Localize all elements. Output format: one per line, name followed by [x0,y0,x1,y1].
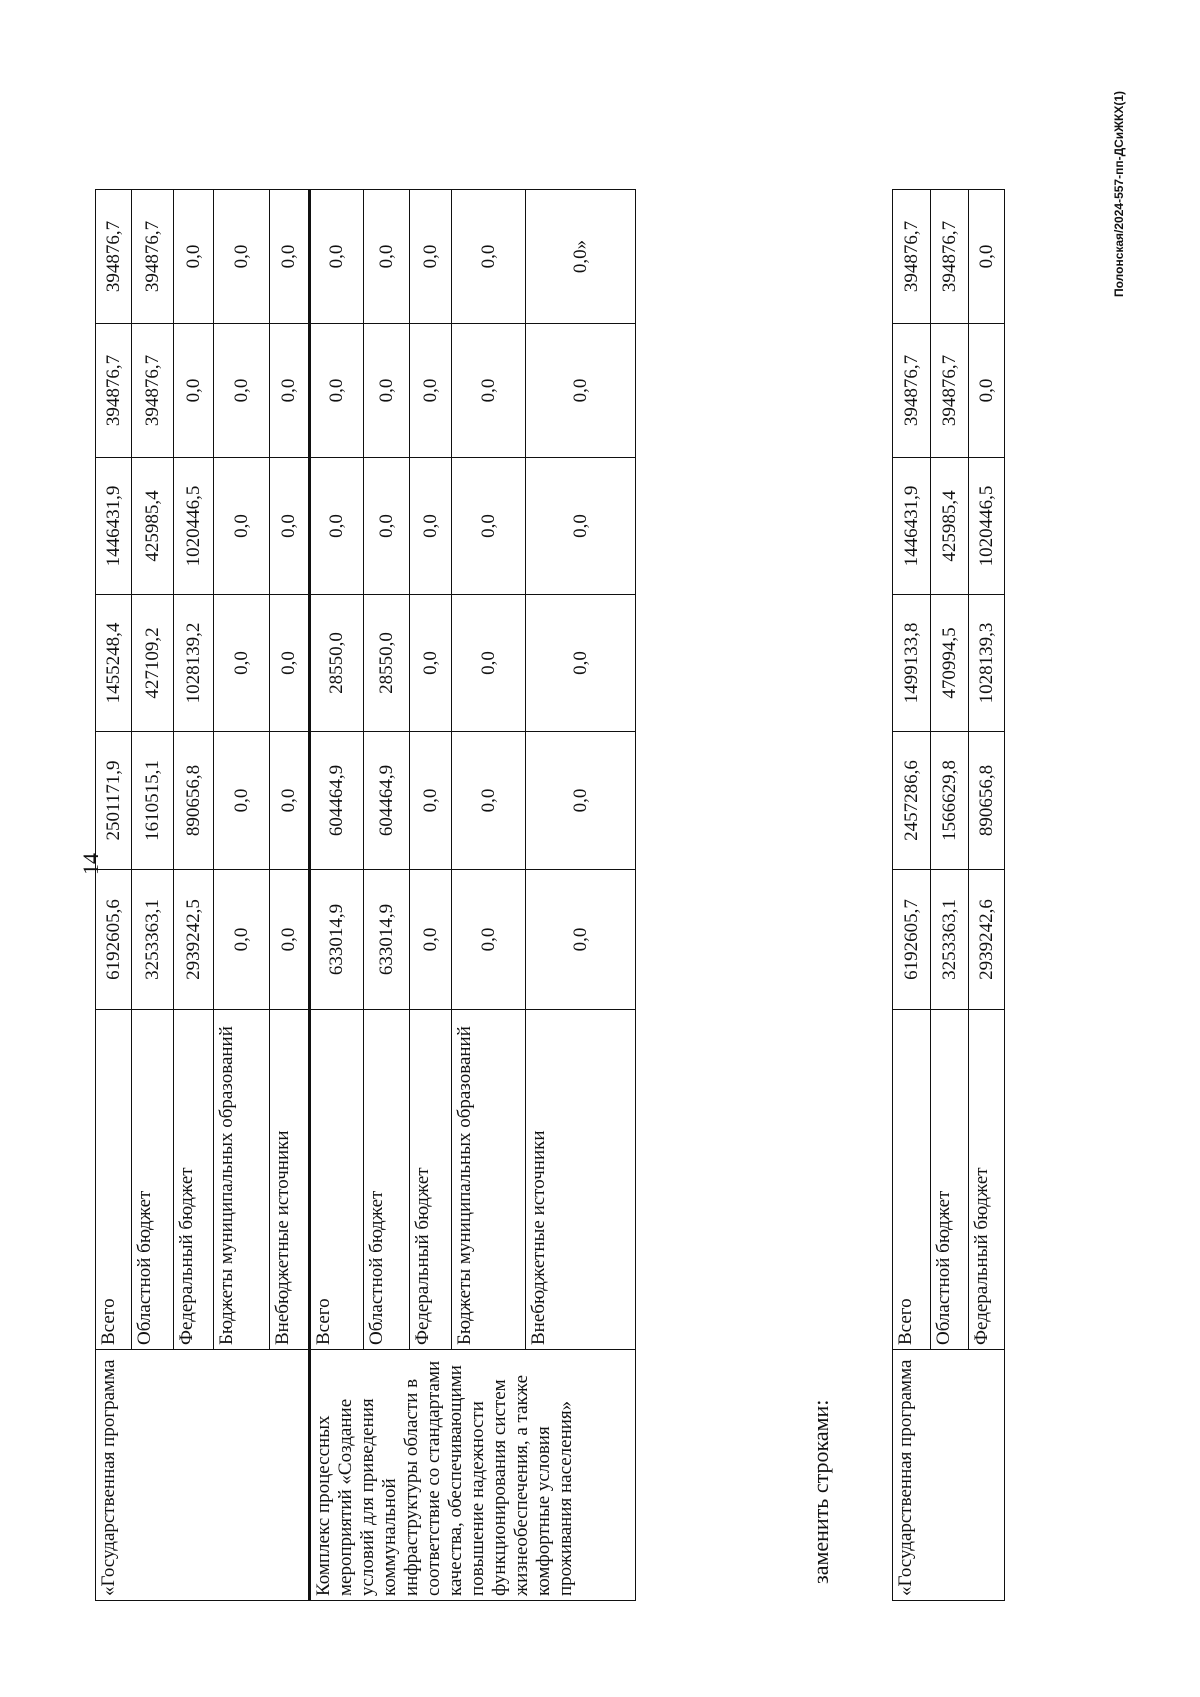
value-cell: 0,0 [270,732,310,870]
value-cell: 0,0 [969,324,1005,458]
program-name-cell: «Государственная программа [893,1350,1005,1601]
value-cell: 6192605,6 [96,870,132,1010]
value-cell: 1028139,2 [174,595,214,732]
value-cell: 394876,7 [893,190,931,324]
value-cell: 2939242,5 [174,870,214,1010]
value-cell: 604464,9 [310,732,364,870]
value-cell: 394876,7 [96,190,132,324]
value-cell: 394876,7 [893,324,931,458]
source-label: Внебюджетные источники [270,1010,310,1350]
value-cell: 1566629,8 [931,732,969,870]
value-cell: 0,0 [214,595,270,732]
value-cell: 0,0 [214,324,270,458]
value-cell: 0,0 [410,595,452,732]
value-cell: 0,0 [410,732,452,870]
value-cell: 3253363,1 [931,870,969,1010]
value-cell: 0,0 [174,190,214,324]
value-cell: 0,0 [270,595,310,732]
value-cell: 2501171,9 [96,732,132,870]
value-cell: 0,0 [452,190,526,324]
value-cell: 1028139,3 [969,595,1005,732]
value-cell: 0,0 [214,870,270,1010]
value-cell: 1610515,1 [132,732,174,870]
value-cell: 6192605,7 [893,870,931,1010]
page-number: 14 [78,853,103,875]
value-cell: 3253363,1 [132,870,174,1010]
value-cell: 633014,9 [364,870,410,1010]
value-cell: 0,0 [452,732,526,870]
value-cell: 28550,0 [364,595,410,732]
value-cell: 1020446,5 [969,458,1005,595]
source-label: Внебюджетные источники [526,1010,636,1350]
table-old [95,189,636,1601]
value-cell: 0,0 [526,595,636,732]
source-label: Бюджеты муниципальных образований [452,1010,526,1350]
value-cell: 28550,0 [310,595,364,732]
program-name-cell: «Государственная программа [96,1350,310,1601]
value-cell: 394876,7 [931,190,969,324]
footer-doc-code: Полонская/2024-557-пп-ДСиЖКХ(1) [1112,90,1126,297]
value-cell: 0,0 [969,190,1005,324]
source-label: Областной бюджет [931,1010,969,1350]
table-new [892,189,1005,1601]
table-row [893,190,931,1601]
source-label: Федеральный бюджет [969,1010,1005,1350]
value-cell: 0,0 [174,324,214,458]
value-cell: 0,0 [364,324,410,458]
value-cell: 0,0 [452,458,526,595]
source-label: Областной бюджет [132,1010,174,1350]
value-cell: 394876,7 [132,324,174,458]
value-cell: 0,0 [526,324,636,458]
value-cell: 0,0 [214,732,270,870]
value-cell: 0,0 [214,458,270,595]
value-cell: 0,0 [410,190,452,324]
value-cell: 0,0 [452,324,526,458]
value-cell: 2457286,6 [893,732,931,870]
value-cell: 0,0 [526,870,636,1010]
value-cell: 0,0 [214,190,270,324]
source-label: Всего [96,1010,132,1350]
value-cell: 633014,9 [310,870,364,1010]
value-cell: 0,0 [410,458,452,595]
value-cell: 0,0 [310,190,364,324]
source-label: Всего [310,1010,364,1350]
source-label: Областной бюджет [364,1010,410,1350]
value-cell: 394876,7 [132,190,174,324]
value-cell: 2939242,6 [969,870,1005,1010]
value-cell: 0,0 [364,190,410,324]
value-cell: 0,0 [310,458,364,595]
table-row [310,190,364,1601]
value-cell: 427109,2 [132,595,174,732]
value-cell: 394876,7 [931,324,969,458]
value-cell: 1446431,9 [96,458,132,595]
value-cell: 890656,8 [969,732,1005,870]
value-cell: 0,0 [452,870,526,1010]
value-cell: 0,0 [410,870,452,1010]
value-cell: 1499133,8 [893,595,931,732]
value-cell: 0,0 [270,190,310,324]
value-cell: 0,0 [270,458,310,595]
value-cell: 394876,7 [96,324,132,458]
value-cell: 1455248,4 [96,595,132,732]
source-label: Всего [893,1010,931,1350]
value-cell: 0,0 [310,324,364,458]
program-name-cell: Комплекс процессных мероприятий «Создание условий для приведения коммунальной инфраструктуры области в соответствие со стандартами качества, обеспечивающими повышение надежности функционирования систем жизнеобеспечения, а также комфортные условия проживания населения» [310,1350,636,1601]
value-cell: 470994,5 [931,595,969,732]
source-label: Бюджеты муниципальных образований [214,1010,270,1350]
value-cell: 0,0 [270,324,310,458]
lead-text: заменить строками: [808,1399,833,1584]
value-cell: 1020446,5 [174,458,214,595]
value-cell: 890656,8 [174,732,214,870]
value-cell: 0,0 [452,595,526,732]
value-cell: 425985,4 [931,458,969,595]
source-label: Федеральный бюджет [410,1010,452,1350]
value-cell: 604464,9 [364,732,410,870]
value-cell: 1446431,9 [893,458,931,595]
value-cell: 0,0» [526,190,636,324]
value-cell: 0,0 [526,458,636,595]
source-label: Федеральный бюджет [174,1010,214,1350]
value-cell: 0,0 [526,732,636,870]
value-cell: 0,0 [410,324,452,458]
value-cell: 425985,4 [132,458,174,595]
value-cell: 0,0 [364,458,410,595]
value-cell: 0,0 [270,870,310,1010]
table-row [96,190,132,1601]
